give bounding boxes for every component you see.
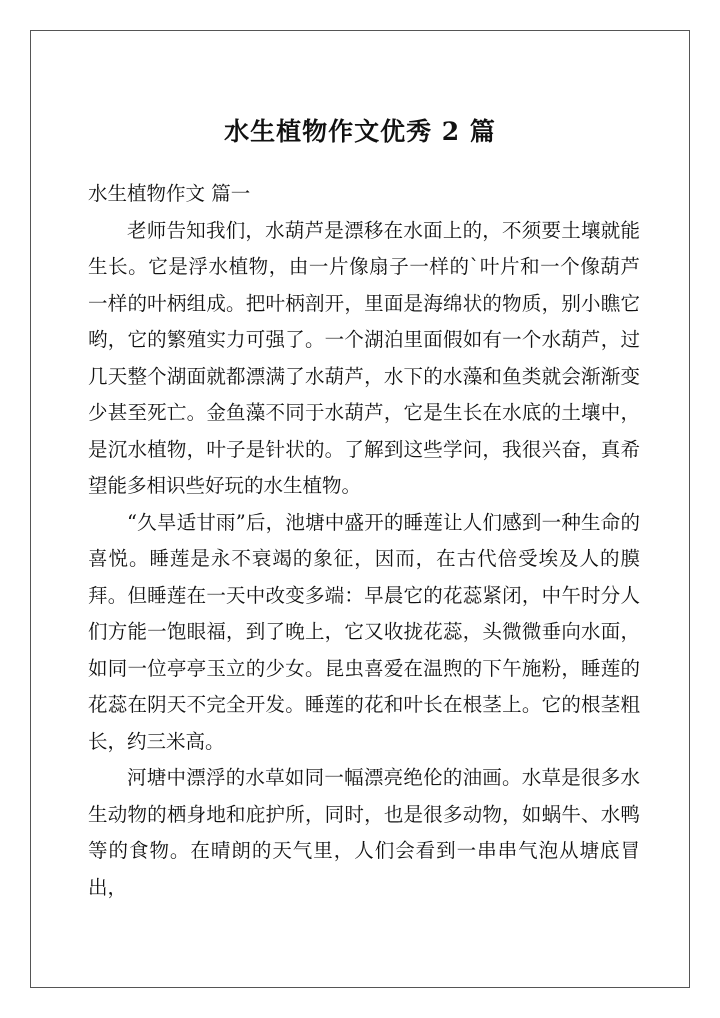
section-heading: 水生植物作文 篇一: [88, 182, 251, 205]
paragraph-water-lily: “久旱适甘雨”后，池塘中盛开的睡莲让人们感到一种生命的喜悦。睡莲是永不衰竭的象征，因而，在古代倍受埃及人的膜拜。但睡莲在一天中改变多端：早晨它的花蕊紧闭，中午时分人们方能一饱眼福，到了晚上，它又收拢花蕊，头微微垂向水面，如同一位亭亭玉立的少女。昆虫喜爱在温煦的下午施粉，睡莲的花蕊在阴天不完全开发。睡莲的花和叶长在根茎上。它的根茎粗长，约三米高。: [88, 510, 640, 753]
document-title: 水生植物作文优秀 2 篇: [224, 117, 496, 146]
paragraph-water-hyacinth: 老师告知我们，水葫芦是漂移在水面上的，不须要土壤就能生长。它是浮水植物，由一片像扇子一样的`叶片和一个像葫芦一样的叶柄组成。把叶柄剖开，里面是海绵状的物质，别小瞧它哟，它的繁殖实力可强了。一个湖泊里面假如有一个水葫芦，过几天整个湖面就都漂满了水葫芦，水下的水藻和鱼类就会渐渐变少甚至死亡。金鱼藻不同于水葫芦，它是生长在水底的土壤中，是沉水植物，叶子是针状的。了解到这些学问，我很兴奋，真希望能多相识些好玩的水生植物。: [88, 218, 640, 497]
paragraph-water-grass: 河塘中漂浮的水草如同一幅漂亮绝伦的油画。水草是很多水生动物的栖身地和庇护所，同时，也是很多动物，如蜗牛、水鸭等的食物。在晴朗的天气里，人们会看到一串串气泡从塘底冒出，: [88, 766, 640, 899]
document-body: [88, 176, 640, 906]
